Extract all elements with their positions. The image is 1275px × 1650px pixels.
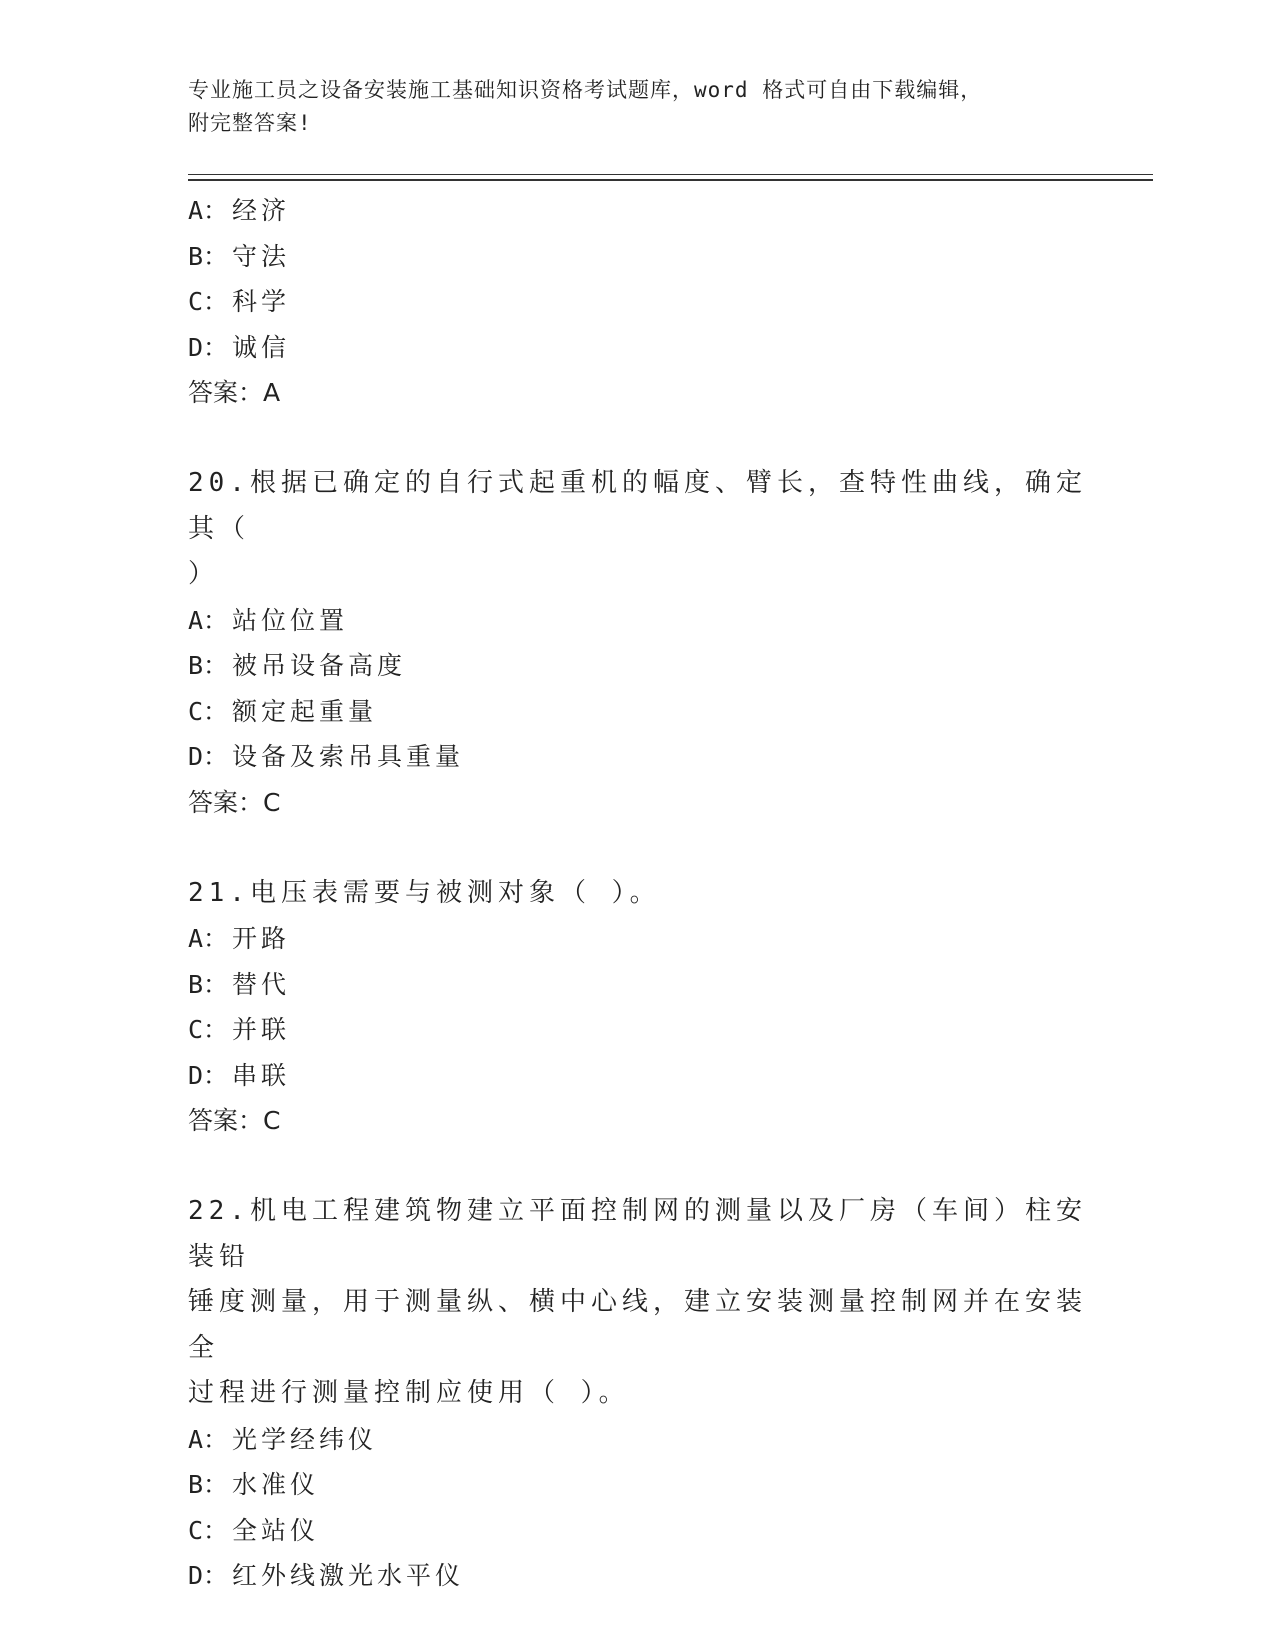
question-21 bbox=[188, 871, 1088, 1144]
answer-label: 答案： bbox=[188, 1106, 264, 1135]
option-text: 串联 bbox=[232, 1060, 291, 1090]
option-key: D： bbox=[188, 1060, 229, 1090]
spacer bbox=[188, 416, 1088, 462]
option-text: 守法 bbox=[232, 241, 291, 271]
option-b bbox=[188, 234, 1088, 280]
question-stem: 21.电压表需要与被测对象（ ）。 bbox=[188, 877, 661, 908]
answer-label: 答案： bbox=[188, 378, 264, 407]
option-d bbox=[188, 325, 1088, 371]
question-stem: ） bbox=[188, 559, 220, 589]
question-stem: 22.机电工程建筑物建立平面控制网的测量以及厂房（车间）柱安装铅 bbox=[188, 1196, 1087, 1272]
option-text: 水准仪 bbox=[232, 1470, 320, 1499]
answer-label: 答案： bbox=[188, 787, 264, 817]
question-list bbox=[188, 188, 1088, 1599]
option-text: 诚信 bbox=[232, 332, 291, 362]
answer-line bbox=[188, 1098, 1088, 1144]
option-text: 站位位置 bbox=[232, 605, 349, 635]
option-text: 光学经纬仪 bbox=[232, 1424, 378, 1454]
option-key: A： bbox=[188, 924, 229, 953]
option-text: 科学 bbox=[232, 287, 291, 316]
option-d bbox=[188, 1053, 1088, 1099]
option-b bbox=[188, 1462, 1088, 1508]
answer-line bbox=[188, 780, 1088, 826]
option-key: A： bbox=[188, 1424, 229, 1454]
option-key: A： bbox=[188, 196, 229, 225]
header-title-line-1: 专业施工员之设备安装施工基础知识资格考试题库，word 格式可自由下载编辑， bbox=[188, 78, 983, 102]
option-text: 被吊设备高度 bbox=[232, 651, 407, 680]
option-key: B： bbox=[188, 241, 229, 271]
option-b bbox=[188, 962, 1088, 1008]
header-title-line-2: 附完整答案! bbox=[188, 111, 312, 135]
option-c bbox=[188, 1007, 1088, 1053]
question-stem: 20.根据已确定的自行式起重机的幅度、臂长，查特性曲线，确定其（ bbox=[188, 468, 1087, 544]
option-a bbox=[188, 188, 1088, 234]
answer-line bbox=[188, 370, 1088, 416]
option-c bbox=[188, 1508, 1088, 1554]
question-19 bbox=[188, 188, 1088, 416]
option-text: 替代 bbox=[232, 969, 291, 999]
option-text: 全站仪 bbox=[232, 1515, 320, 1545]
option-text: 红外线激光水平仪 bbox=[232, 1561, 465, 1590]
option-c bbox=[188, 689, 1088, 735]
option-a bbox=[188, 598, 1088, 644]
spacer bbox=[188, 1144, 1088, 1190]
document-header bbox=[188, 74, 1088, 140]
option-key: D： bbox=[188, 1561, 229, 1590]
option-text: 并联 bbox=[232, 1015, 291, 1044]
option-d bbox=[188, 734, 1088, 780]
answer-value: C bbox=[263, 787, 281, 817]
answer-value: A bbox=[263, 378, 281, 407]
question-20 bbox=[188, 461, 1088, 825]
option-key: D： bbox=[188, 742, 229, 771]
header-divider-thick bbox=[188, 179, 1153, 181]
option-key: B： bbox=[188, 969, 229, 999]
spacer bbox=[188, 825, 1088, 871]
answer-value: C bbox=[263, 1106, 281, 1135]
option-a bbox=[188, 916, 1088, 962]
option-key: C： bbox=[188, 1515, 229, 1545]
option-d bbox=[188, 1553, 1088, 1599]
header-divider-thin bbox=[188, 174, 1153, 175]
option-b bbox=[188, 643, 1088, 689]
option-key: D： bbox=[188, 332, 229, 362]
option-key: C： bbox=[188, 287, 229, 316]
option-key: A： bbox=[188, 605, 229, 635]
question-22 bbox=[188, 1189, 1088, 1599]
option-text: 经济 bbox=[232, 196, 291, 225]
option-key: B： bbox=[188, 651, 229, 680]
option-a bbox=[188, 1417, 1088, 1463]
option-key: C： bbox=[188, 1015, 229, 1044]
option-text: 开路 bbox=[232, 924, 291, 953]
question-stem: 锤度测量，用于测量纵、横中心线，建立安装测量控制网并在安装全 bbox=[188, 1287, 1088, 1363]
option-c bbox=[188, 279, 1088, 325]
question-stem: 过程进行测量控制应使用（ ）。 bbox=[188, 1378, 630, 1408]
option-text: 设备及索吊具重量 bbox=[232, 742, 465, 771]
option-key: B： bbox=[188, 1470, 229, 1499]
option-text: 额定起重量 bbox=[232, 696, 378, 726]
option-key: C： bbox=[188, 696, 229, 726]
